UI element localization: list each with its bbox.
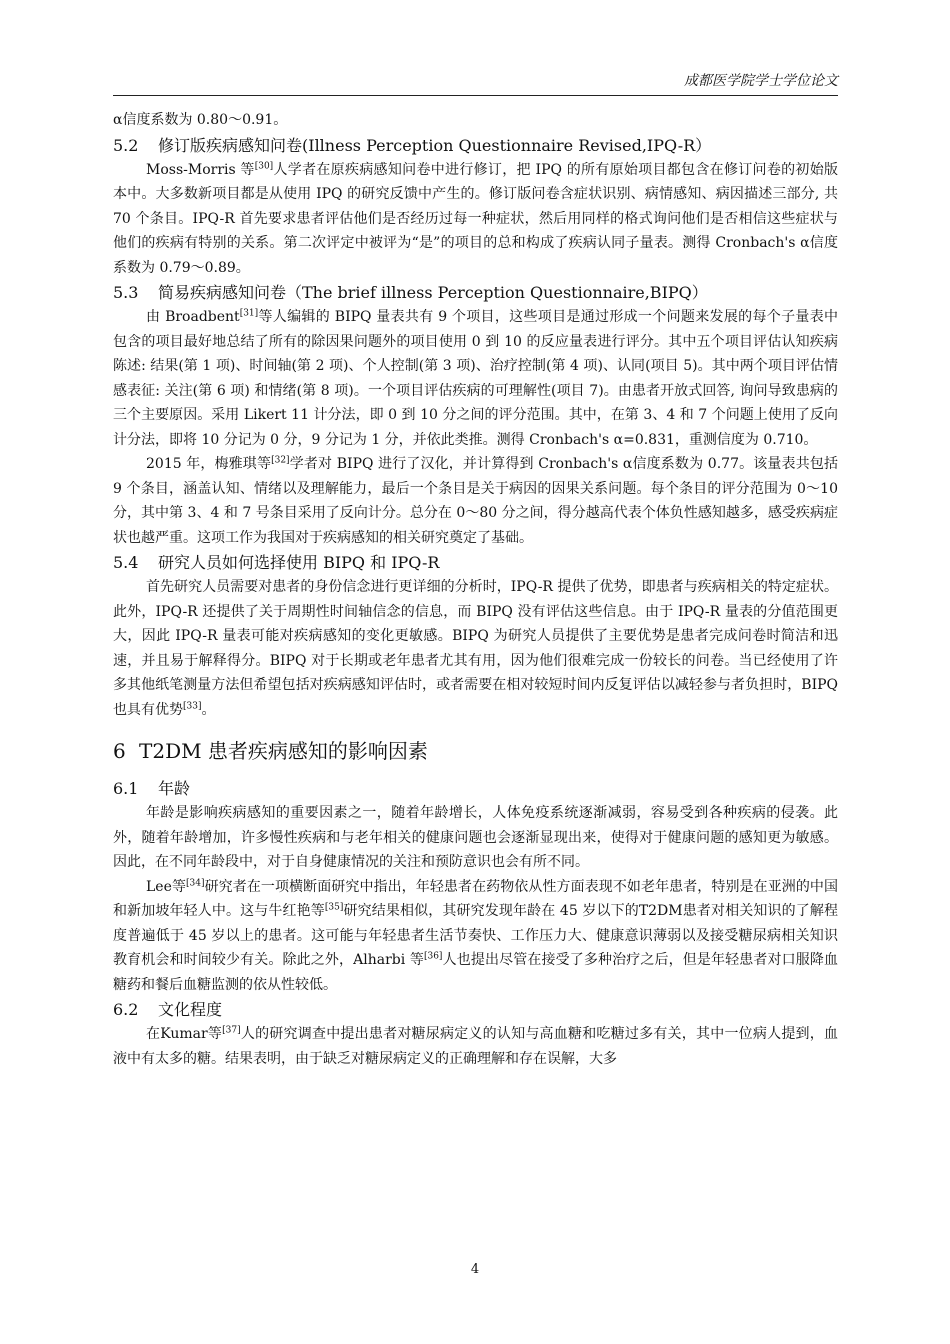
heading-text: 文化程度 (158, 1000, 223, 1019)
paragraph: α信度系数为 0.80～0.91。 (113, 112, 288, 128)
running-header: 成都医学院学士学位论文 (684, 73, 838, 89)
section-heading (113, 280, 838, 305)
heading-number: 6.2 (113, 1000, 139, 1019)
paragraph: 由 Broadbent[31]等人编辑的 BIPQ 量表共有 9 个项目，这些项目是通过形成一个问题来发展的每个子量表中包含的项目最好地总结了所有的除因果问题外的项目使用 0 到 10 的反应量表进行评分。其中五个项目评估认知疾病陈述: 结果(第 1 项)、时间轴(第 2 项)、个人控制(第 3 项)、治疗控制(第 4 项)、认同(项目 5)。其中两个项目评估情感表征: 关注(第 6 项) 和情绪(第 8 项)。一个项目评估疾病的可理解性(项目 7)。由患者开放式回答, 询问导致患病的三个主要原因。采用 Likert 11 计分法，即 0 到 10 分之间的评分范围。其中，在第 3、4 和 7 个问题上使用了反向计分法，即将 10 分记为 0 分，9 分记为 1 分，并依此类推。测得 Cronbach's α=0.831，重测信度为 0.710。 (113, 308, 839, 448)
heading-text: 年龄 (158, 779, 191, 798)
section-heading (113, 997, 838, 1022)
heading-number: 6 (113, 739, 126, 763)
paragraph: Lee等[34]研究者在一项横断面研究中指出，年轻患者在药物依从性方面表现不如老年患者，特别是在亚洲的中国和新加坡年轻人中。这与牛红艳等[35]研究结果相似，其研究发现年龄在 45 岁以下的T2DM患者对相关知识的了解程度普遍低于 45 岁以上的患者。这可能与年轻患者生活节奏快、工作压力大、健康意识薄弱以及接受糖尿病相关知识教育机会和时间较少有关。除此之外，Alharbi 等[36]人也提出尽管在接受了多种治疗之后，但是年轻患者对口服降血糖药和餐后血糖监测的依从性较低。 (113, 877, 838, 993)
citation-marker: [31] (239, 308, 259, 319)
heading-text: 修订版疾病感知问卷(Illness Perception Questionnaire Revised,IPQ-R） (158, 135, 712, 155)
chapter-heading (113, 736, 838, 766)
heading-text: 研究人员如何选择使用 BIPQ 和 IPQ-R (158, 553, 440, 572)
heading-number: 6.1 (113, 779, 139, 798)
paragraph: 在Kumar等[37]人的研究调查中提出患者对糖尿病定义的认知与高血糖和吃糖过多有关，其中一位病人提到，血液中有太多的糖。结果表明，由于缺乏对糖尿病定义的正确理解和存在误解，大多 (113, 1025, 839, 1067)
section-heading (113, 550, 838, 575)
citation-marker: [32] (271, 455, 290, 466)
section-heading (113, 776, 838, 801)
citation-marker: [30] (254, 160, 274, 171)
heading-number: 5.2 (113, 135, 139, 155)
header-rule (113, 95, 838, 96)
citation-marker: [33] (183, 700, 202, 711)
heading-number: 5.4 (113, 553, 139, 572)
heading-number: 5.3 (113, 283, 139, 302)
heading-text: T2DM 患者疾病感知的影响因素 (139, 739, 428, 763)
citation-marker: [34] (186, 877, 205, 888)
page-number: 4 (470, 1262, 480, 1277)
paragraph: 2015 年，梅雅琪等[32]学者对 BIPQ 进行了汉化，并计算得到 Cronbach's α信度系数为 0.77。该量表共包括 9 个条目，涵盖认知、情绪以及理解能力，最后一个条目是关于病因的因果关系问题。每个条目的评分范围为 0～10 分，其中第 3、4 和 7 号条目采用了反向计分。总分在 0～80 分之间，得分越高代表个体负性感知越多，感受疾病症状也越严重。这项工作为我国对于疾病感知的相关研究奠定了基础。 (113, 455, 838, 546)
citation-marker: [37] (222, 1025, 241, 1036)
citation-marker: [36] (423, 951, 443, 962)
paragraph: 年龄是影响疾病感知的重要因素之一，随着年龄增长，人体免疫系统逐渐减弱，容易受到各种疾病的侵袭。此外，随着年龄增加，许多慢性疾病和与老年相关的健康问题也会逐渐显现出来，使得对于健康问题的感知更为敏感。因此，在不同年龄段中，对于自身健康情况的关注和预防意识也会有所不同。 (113, 805, 838, 870)
page-body (113, 108, 838, 1071)
heading-text: 简易疾病感知问卷（The brief illness Perception Questionnaire,BIPQ） (158, 283, 708, 302)
section-heading (113, 133, 838, 158)
paragraph: 首先研究人员需要对患者的身份信念进行更详细的分析时，IPQ-R 提供了优势，即患者与疾病相关的特定症状。此外，IPQ-R 还提供了关于周期性时间轴信念的信息，而 BIPQ 没有评估这些信息。由于 IPQ-R 量表的分值范围更大，因此 IPQ-R 量表可能对疾病感知的变化更敏感。BIPQ 为研究人员提供了主要优势是患者完成问卷时简洁和迅速，并且易于解释得分。BIPQ 对于长期或老年患者尤其有用，因为他们很难完成一份较长的问卷。当已经使用了许多其他纸笔测量方法但希望包括对疾病感知评估时，或者需要在相对较短时间内反复评估以减轻参与者负担时，BIPQ 也具有优势[33]。 (113, 579, 838, 718)
paragraph: Moss-Morris 等[30]人学者在原疾病感知问卷中进行修订，把 IPQ 的所有原始项目都包含在修订问卷的初始版本中。大多数新项目都是从使用 IPQ 的研究反馈中产生的。修订版问卷含症状识别、病情感知、病因描述三部分, 共 70 个条目。IPQ-R 首先要求患者评估他们是否经历过每一种症状，然后用同样的格式询问他们是否相信这些症状与他们的疾病有特别的关系。第二次评定中被评为“是”的项目的总和构成了疾病认同子量表。测得 Cronbach's α信度系数为 0.79～0.89。 (113, 160, 839, 276)
citation-marker: [35] (324, 902, 344, 913)
